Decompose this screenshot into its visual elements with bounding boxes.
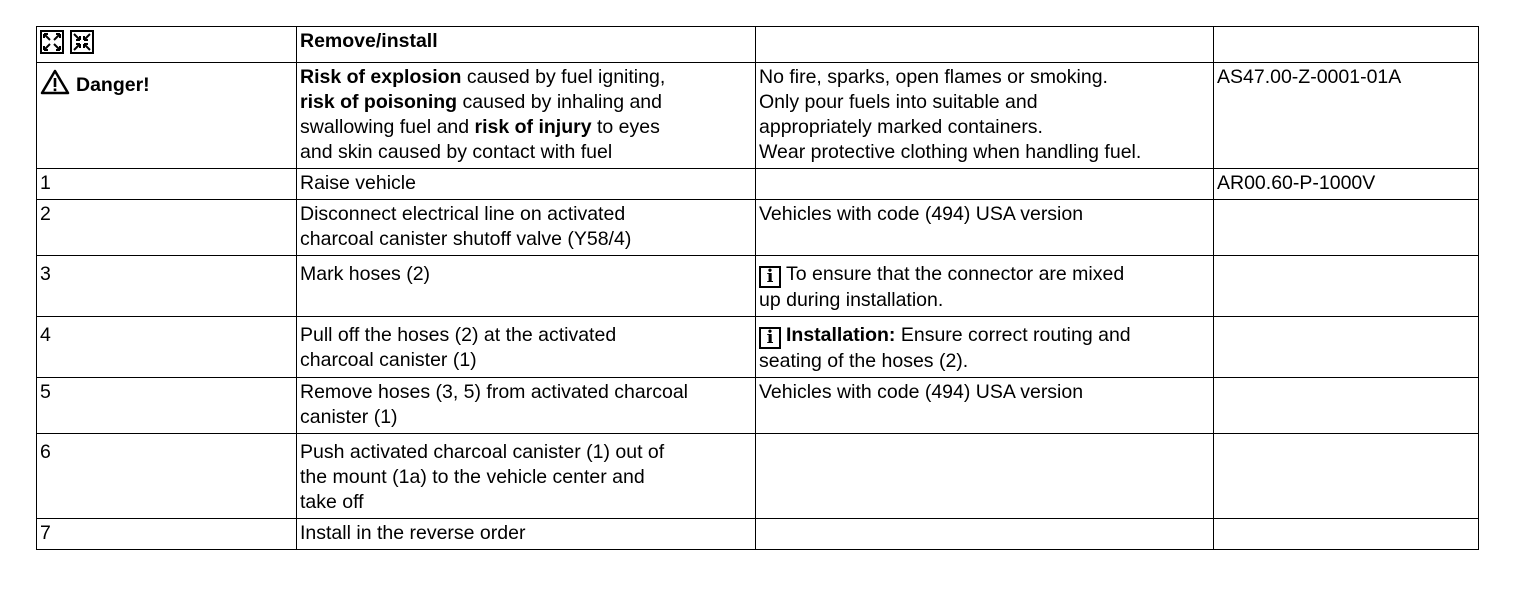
step-note bbox=[756, 256, 1214, 317]
risk-injury: risk of injury bbox=[474, 116, 592, 138]
step-text-line: Pull off the hoses (2) at the activated bbox=[300, 324, 617, 346]
step-ref-empty bbox=[1214, 317, 1479, 378]
step-text-line: charcoal canister (1) bbox=[300, 349, 477, 371]
step-text-line: charcoal canister shutoff valve (Y58/4) bbox=[300, 228, 632, 250]
step-row-3 bbox=[37, 256, 1479, 317]
step-row-2 bbox=[37, 200, 1479, 256]
danger-measures-cell bbox=[756, 63, 1214, 169]
step-note-empty bbox=[756, 169, 1214, 200]
measure-4: Wear protective clothing when handling fuel. bbox=[759, 141, 1142, 163]
step-number: 1 bbox=[37, 169, 297, 200]
measure-1: No fire, sparks, open flames or smoking. bbox=[759, 66, 1108, 88]
header-row bbox=[37, 27, 1479, 63]
header-empty-4 bbox=[1214, 27, 1479, 63]
danger-label-cell bbox=[37, 63, 297, 169]
step-ref-empty bbox=[1214, 519, 1479, 550]
step-number: 7 bbox=[37, 519, 297, 550]
step-note-empty bbox=[756, 434, 1214, 519]
danger-ref-cell bbox=[1214, 63, 1479, 169]
step-number: 4 bbox=[37, 317, 297, 378]
danger-risk-cell bbox=[297, 63, 756, 169]
step-note: Vehicles with code (494) USA version bbox=[756, 378, 1214, 434]
step-note-line: seating of the hoses (2). bbox=[759, 350, 969, 372]
zoom-out-icon[interactable] bbox=[70, 30, 94, 54]
warning-triangle-icon bbox=[40, 69, 70, 95]
risk-explosion: Risk of explosion bbox=[300, 66, 462, 88]
step-number: 5 bbox=[37, 378, 297, 434]
step-ref-empty bbox=[1214, 378, 1479, 434]
step-ref-cell bbox=[1214, 169, 1479, 200]
header-icons-cell bbox=[37, 27, 297, 63]
step-note-empty bbox=[756, 519, 1214, 550]
step-text: Install in the reverse order bbox=[297, 519, 756, 550]
step-text bbox=[297, 378, 756, 434]
risk-injury-text: to eyes bbox=[591, 116, 660, 138]
risk-poisoning: risk of poisoning bbox=[300, 91, 458, 113]
step-ref-empty bbox=[1214, 256, 1479, 317]
installation-label: Installation: bbox=[786, 324, 896, 346]
step-text bbox=[297, 434, 756, 519]
header-empty-3 bbox=[756, 27, 1214, 63]
step-ref-empty bbox=[1214, 200, 1479, 256]
step-text: Raise vehicle bbox=[297, 169, 756, 200]
danger-ref-link[interactable]: AS47.00-Z-0001-01A bbox=[1217, 66, 1402, 88]
step-text bbox=[297, 317, 756, 378]
step-row-1 bbox=[37, 169, 1479, 200]
step-number: 6 bbox=[37, 434, 297, 519]
step-ref-empty bbox=[1214, 434, 1479, 519]
header-title: Remove/install bbox=[297, 27, 756, 63]
measure-3: appropriately marked containers. bbox=[759, 116, 1043, 138]
risk-explosion-text: caused by fuel igniting, bbox=[461, 66, 666, 88]
zoom-in-icon[interactable] bbox=[40, 30, 64, 54]
step-text-line: Remove hoses (3, 5) from activated charcoal bbox=[300, 381, 689, 403]
step-row-4 bbox=[37, 317, 1479, 378]
step-text bbox=[297, 200, 756, 256]
step-note-line: Ensure correct routing and bbox=[895, 324, 1131, 346]
step-number: 3 bbox=[37, 256, 297, 317]
step-row-6 bbox=[37, 434, 1479, 519]
step-ref-link[interactable]: AR00.60-P-1000V bbox=[1217, 172, 1376, 194]
step-text-line: canister (1) bbox=[300, 406, 398, 428]
danger-row bbox=[37, 63, 1479, 169]
step-text-line: the mount (1a) to the vehicle center and bbox=[300, 466, 645, 488]
procedure-table bbox=[36, 26, 1479, 550]
step-note bbox=[756, 317, 1214, 378]
step-row-5 bbox=[37, 378, 1479, 434]
risk-injury-pre: swallowing fuel and bbox=[300, 116, 475, 138]
step-text: Mark hoses (2) bbox=[297, 256, 756, 317]
measure-2: Only pour fuels into suitable and bbox=[759, 91, 1038, 113]
step-text-line: Push activated charcoal canister (1) out of bbox=[300, 441, 665, 463]
step-number: 2 bbox=[37, 200, 297, 256]
step-text-line: take off bbox=[300, 491, 364, 513]
step-note-line: To ensure that the connector are mixed bbox=[786, 263, 1125, 285]
info-icon: i bbox=[759, 327, 781, 349]
step-note: Vehicles with code (494) USA version bbox=[756, 200, 1214, 256]
info-icon: i bbox=[759, 266, 781, 288]
risk-skin-text: and skin caused by contact with fuel bbox=[300, 141, 613, 163]
danger-label: Danger! bbox=[76, 74, 150, 96]
step-text-line: Disconnect electrical line on activated bbox=[300, 203, 626, 225]
risk-poisoning-text: caused by inhaling and bbox=[457, 91, 662, 113]
step-row-7 bbox=[37, 519, 1479, 550]
step-note-line: up during installation. bbox=[759, 289, 944, 311]
